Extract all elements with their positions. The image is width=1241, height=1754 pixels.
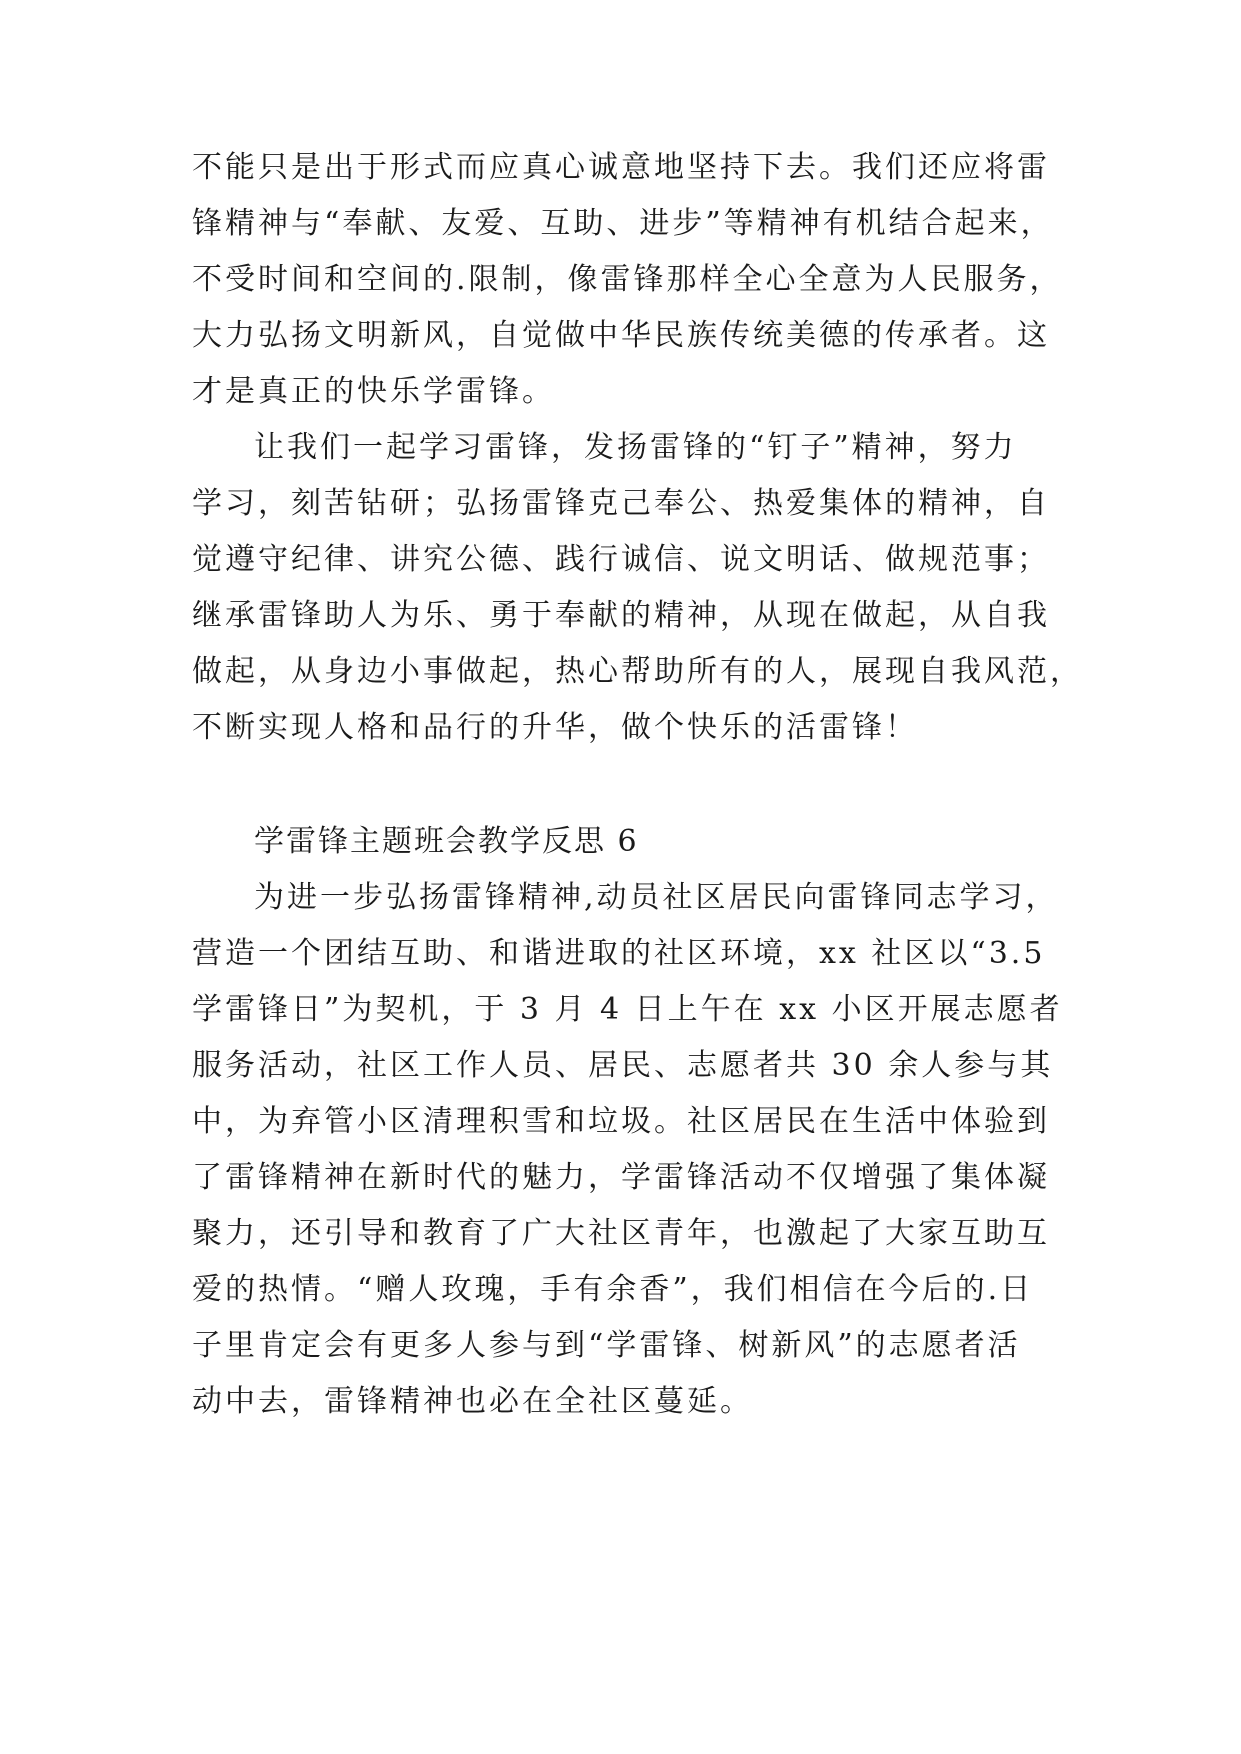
text-line: 营造一个团结互助、和谐进取的社区环境，xx 社区以“3.5	[192, 936, 1046, 971]
text-line: 才是真正的快乐学雷锋。	[192, 374, 555, 409]
section-title: 学雷锋主题班会教学反思 6	[254, 824, 639, 859]
text-line: 不断实现人格和品行的升华，做个快乐的活雷锋！	[192, 710, 918, 745]
text-line: 继承雷锋助人为乐、勇于奉献的精神，从现在做起，从自我	[192, 598, 1050, 633]
text-line: 觉遵守纪律、讲究公德、践行诚信、说文明话、做规范事；	[192, 542, 1050, 577]
text-line: 不受时间和空间的.限制，像雷锋那样全心全意为人民服务，	[192, 262, 1063, 297]
text-line: 做起，从身边小事做起，热心帮助所有的人，展现自我风范，	[192, 654, 1083, 689]
text-line: 学习，刻苦钻研；弘扬雷锋克己奉公、热爱集体的精神，自	[192, 486, 1050, 521]
text-line: 聚力，还引导和教育了广大社区青年，也激起了大家互助互	[192, 1216, 1050, 1251]
text-line: 为进一步弘扬雷锋精神,动员社区居民向雷锋同志学习，	[254, 880, 1059, 915]
text-line: 子里肯定会有更多人参与到“学雷锋、树新风”的志愿者活	[192, 1328, 1021, 1363]
text-line: 不能只是出于形式而应真心诚意地坚持下去。我们还应将雷	[192, 150, 1050, 185]
text-line: 让我们一起学习雷锋，发扬雷锋的“钉子”精神，努力	[254, 430, 1017, 465]
text-line: 锋精神与“奉献、友爱、互助、进步”等精神有机结合起来，	[192, 206, 1054, 241]
text-line: 大力弘扬文明新风，自觉做中华民族传统美德的传承者。这	[192, 318, 1050, 353]
text-line: 动中去，雷锋精神也必在全社区蔓延。	[192, 1384, 753, 1419]
text-line: 中，为弃管小区清理积雪和垃圾。社区居民在生活中体验到	[192, 1104, 1050, 1139]
text-line: 了雷锋精神在新时代的魅力，学雷锋活动不仅增强了集体凝	[192, 1160, 1050, 1195]
text-line: 服务活动，社区工作人员、居民、志愿者共 30 余人参与其	[192, 1048, 1054, 1083]
text-line: 学雷锋日”为契机，于 3 月 4 日上午在 xx 小区开展志愿者	[192, 992, 1063, 1027]
text-line: 爱的热情。“赠人玫瑰，手有余香”，我们相信在今后的.日	[192, 1272, 1034, 1307]
